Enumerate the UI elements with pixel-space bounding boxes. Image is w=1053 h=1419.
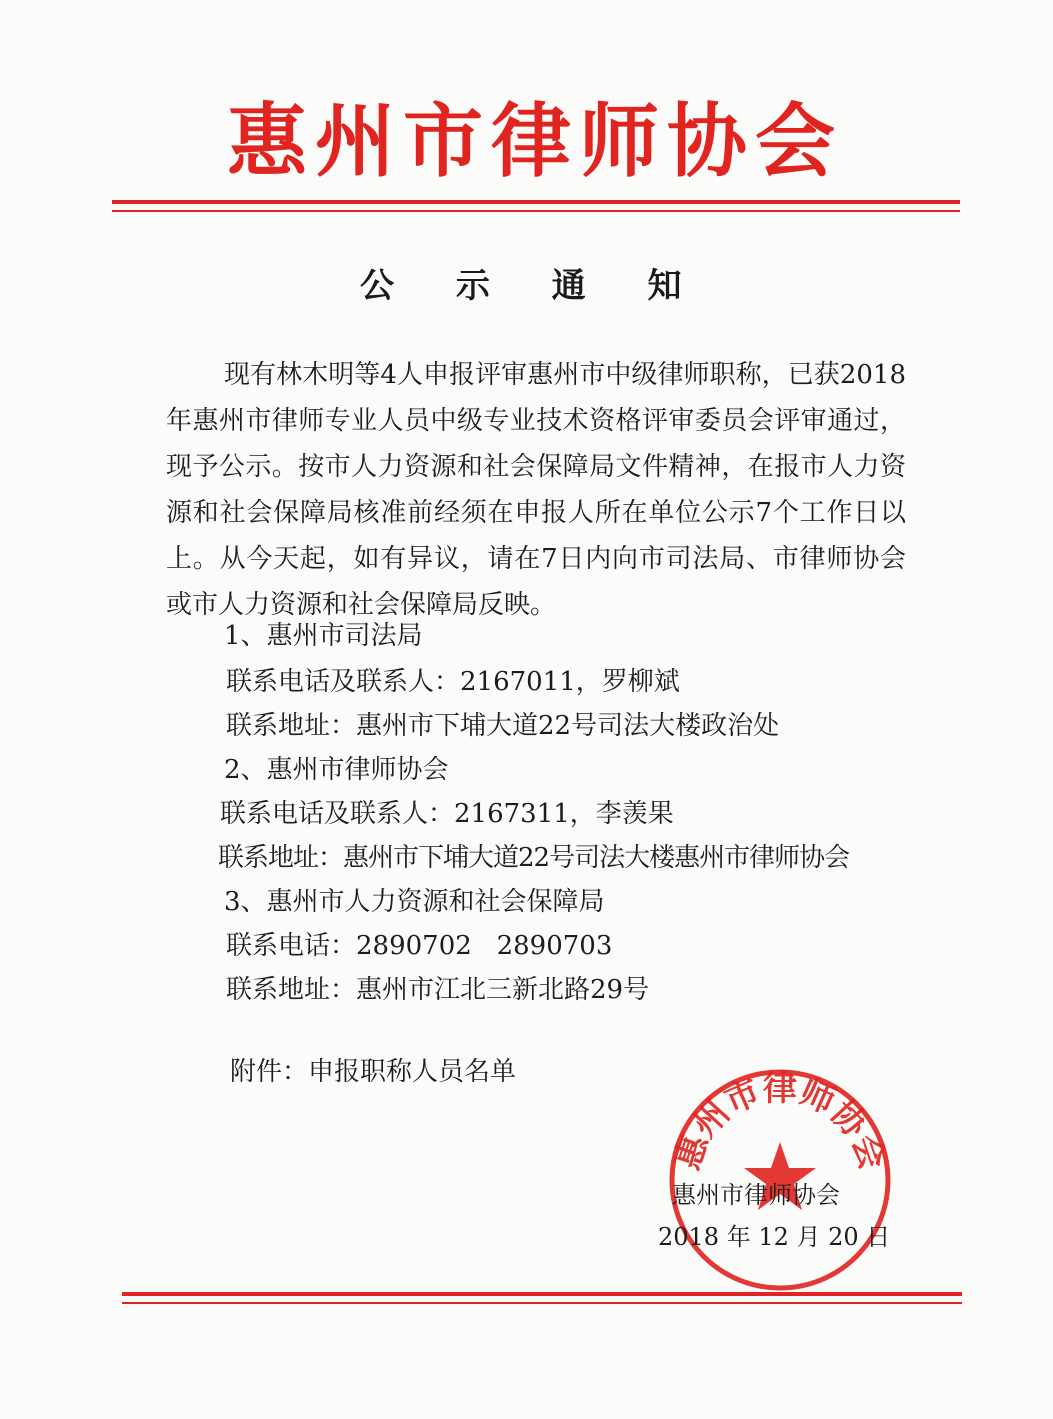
contact-1-address: 联系地址：惠州市下埔大道22号司法大楼政治处 [226,711,780,741]
contact-1-phone: 联系电话及联系人：2167011，罗柳斌 [226,667,680,697]
footer-rule-thin [122,1302,962,1304]
contact-2-phone: 联系电话及联系人：2167311，李羡果 [220,799,674,829]
letterhead-rule-thick [112,200,960,204]
notice-body: 现有林木明等4人申报评审惠州市中级律师职称，已获2018年惠州市律师专业人员中级专业技术资格评审委员会评审通过，现予公示。按市人力资源和社会保障局文件精神，在报市人力资源和社会保障局核准前经须在申报人所在单位公示7个工作日以上。从今天起，如有异议，请在7日内向市司法局、市律师协会或市人力资源和社会保障局反映。 [166,360,906,620]
letterhead-rule-thin [112,210,960,212]
contact-3-heading: 3、惠州市人力资源和社会保障局 [224,887,605,917]
contact-2-heading: 2、惠州市律师协会 [224,755,449,785]
svg-text:惠州市律师协会: 惠州市律师协会 [667,1069,893,1175]
notice-title: 公 示 通 知 [360,266,682,306]
signature-date: 2018 年 12 月 20 日 [658,1223,891,1251]
footer-rule-thick [122,1292,962,1296]
contact-2-address: 联系地址：惠州市下埔大道22号司法大楼惠州市律师协会 [218,843,850,873]
signature-organization: 惠州市律师协会 [672,1181,840,1209]
contact-1-heading: 1、惠州市司法局 [224,621,423,651]
contact-3-phone: 联系电话：2890702 2890703 [226,931,613,961]
attachment-line: 附件：申报职称人员名单 [230,1057,517,1087]
letterhead-title: 惠州市律师协会 [227,95,843,188]
contact-3-address: 联系地址：惠州市江北三新北路29号 [226,975,650,1005]
